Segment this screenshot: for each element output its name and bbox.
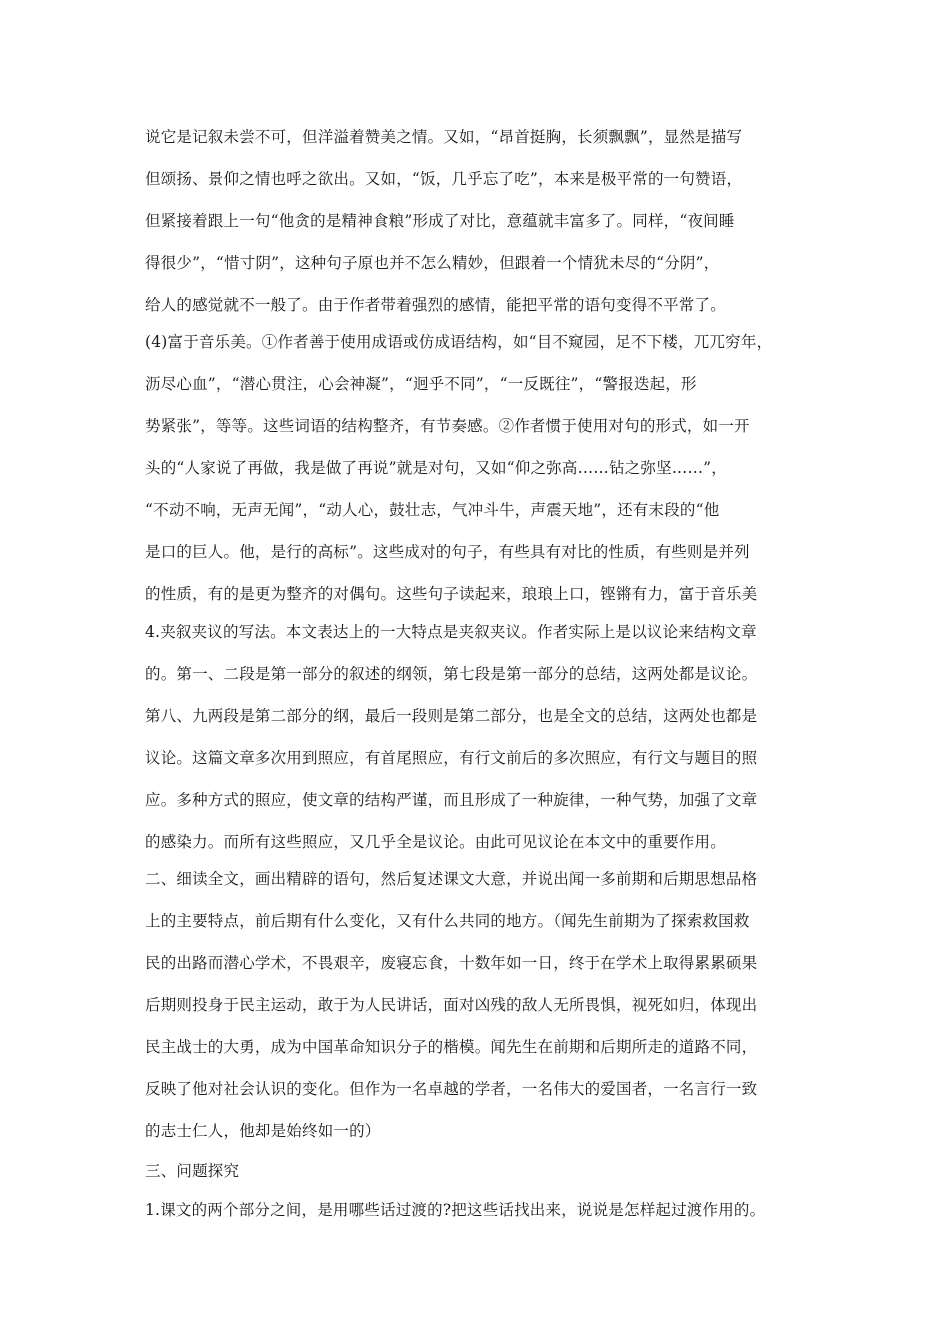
text-line: 应。多种方式的照应，使文章的结构严谨，而且形成了一种旋律，一种气势，加强了文章 <box>145 791 758 809</box>
text-line: 但颂扬、景仰之情也呼之欲出。又如，“饭，几乎忘了吃”，本来是极平常的一句赞语， <box>145 170 743 188</box>
section-heading: 三、问题探究 <box>145 1162 240 1180</box>
text-line: 反映了他对社会认识的变化。但作为一名卓越的学者，一名伟大的爱国者，一名言行一致 <box>145 1080 758 1098</box>
text-line: 势紧张”，等等。这些词语的结构整齐，有节奏感。②作者惯于使用对句的形式，如一开 <box>145 417 750 435</box>
text-line: 头的“人家说了再做，我是做了再说”就是对句，又如“仰之弥高……钻之弥坚……”， <box>145 459 727 477</box>
text-line: 的性质，有的是更为整齐的对偶句。这些句子读起来，琅琅上口，铿锵有力，富于音乐美 <box>145 585 758 603</box>
text-line: 第八、九两段是第二部分的纲，最后一段则是第二部分，也是全文的总结，这两处也都是 <box>145 707 758 725</box>
text-line: 是口的巨人。他，是行的高标”。这些成对的句子，有些具有对比的性质，有些则是并列 <box>145 543 750 561</box>
text-line: 的志士仁人，他却是始终如一的） <box>145 1122 381 1140</box>
text-line: (4)富于音乐美。①作者善于使用成语或仿成语结构，如“目不窥园，足不下楼，兀兀穷年， <box>145 333 773 351</box>
text-line: 给人的感觉就不一般了。由于作者带着强烈的感情，能把平常的语句变得不平常了。 <box>145 296 726 314</box>
text-line: 议论。这篇文章多次用到照应，有首尾照应，有行文前后的多次照应，有行文与题目的照 <box>145 749 758 767</box>
text-line: 二、细读全文，画出精辟的语句，然后复述课文大意，并说出闻一多前期和后期思想品格 <box>145 870 758 888</box>
text-line: “不动不响，无声无闻”，“动人心，鼓壮志，气冲斗牛，声震天地”，还有末段的“他 <box>145 501 720 519</box>
text-line: 4.夹叙夹议的写法。本文表达上的一大特点是夹叙夹议。作者实际上是以议论来结构文章 <box>145 623 757 641</box>
text-line: 但紧接着跟上一句“他贪的是精神食粮”形成了对比，意蕴就丰富多了。同样，“夜间睡 <box>145 212 735 230</box>
text-line: 民的出路而潜心学术，不畏艰辛，废寝忘食，十数年如一日，终于在学术上取得累累硕果 <box>145 954 758 972</box>
text-line: 得很少”，“惜寸阴”，这种句子原也并不怎么精妙，但跟着一个情犹未尽的“分阴”， <box>145 254 720 272</box>
text-line: 的感染力。而所有这些照应，又几乎全是议论。由此可见议论在本文中的重要作用。 <box>145 833 726 851</box>
text-line: 说它是记叙未尝不可，但洋溢着赞美之情。又如，“昂首挺胸，长须飘飘”，显然是描写 <box>145 128 743 146</box>
text-line: 后期则投身于民主运动，敢于为人民讲话，面对凶残的敌人无所畏惧，视死如归，体现出 <box>145 996 758 1014</box>
text-line: 沥尽心血”，“潜心贯注，心会神凝”，“迥乎不同”，“一反既往”，“警报迭起，形 <box>145 375 697 393</box>
text-line: 1.课文的两个部分之间，是用哪些话过渡的?把这些话找出来，说说是怎样起过渡作用的。 <box>145 1201 766 1219</box>
text-line: 民主战士的大勇，成为中国革命知识分子的楷模。闻先生在前期和后期所走的道路不同， <box>145 1038 758 1056</box>
text-line: 上的主要特点，前后期有什么变化，又有什么共同的地方。（闻先生前期为了探索救国救 <box>145 912 750 930</box>
text-line: 的。第一、二段是第一部分的叙述的纲领，第七段是第一部分的总结，这两处都是议论。 <box>145 665 758 683</box>
